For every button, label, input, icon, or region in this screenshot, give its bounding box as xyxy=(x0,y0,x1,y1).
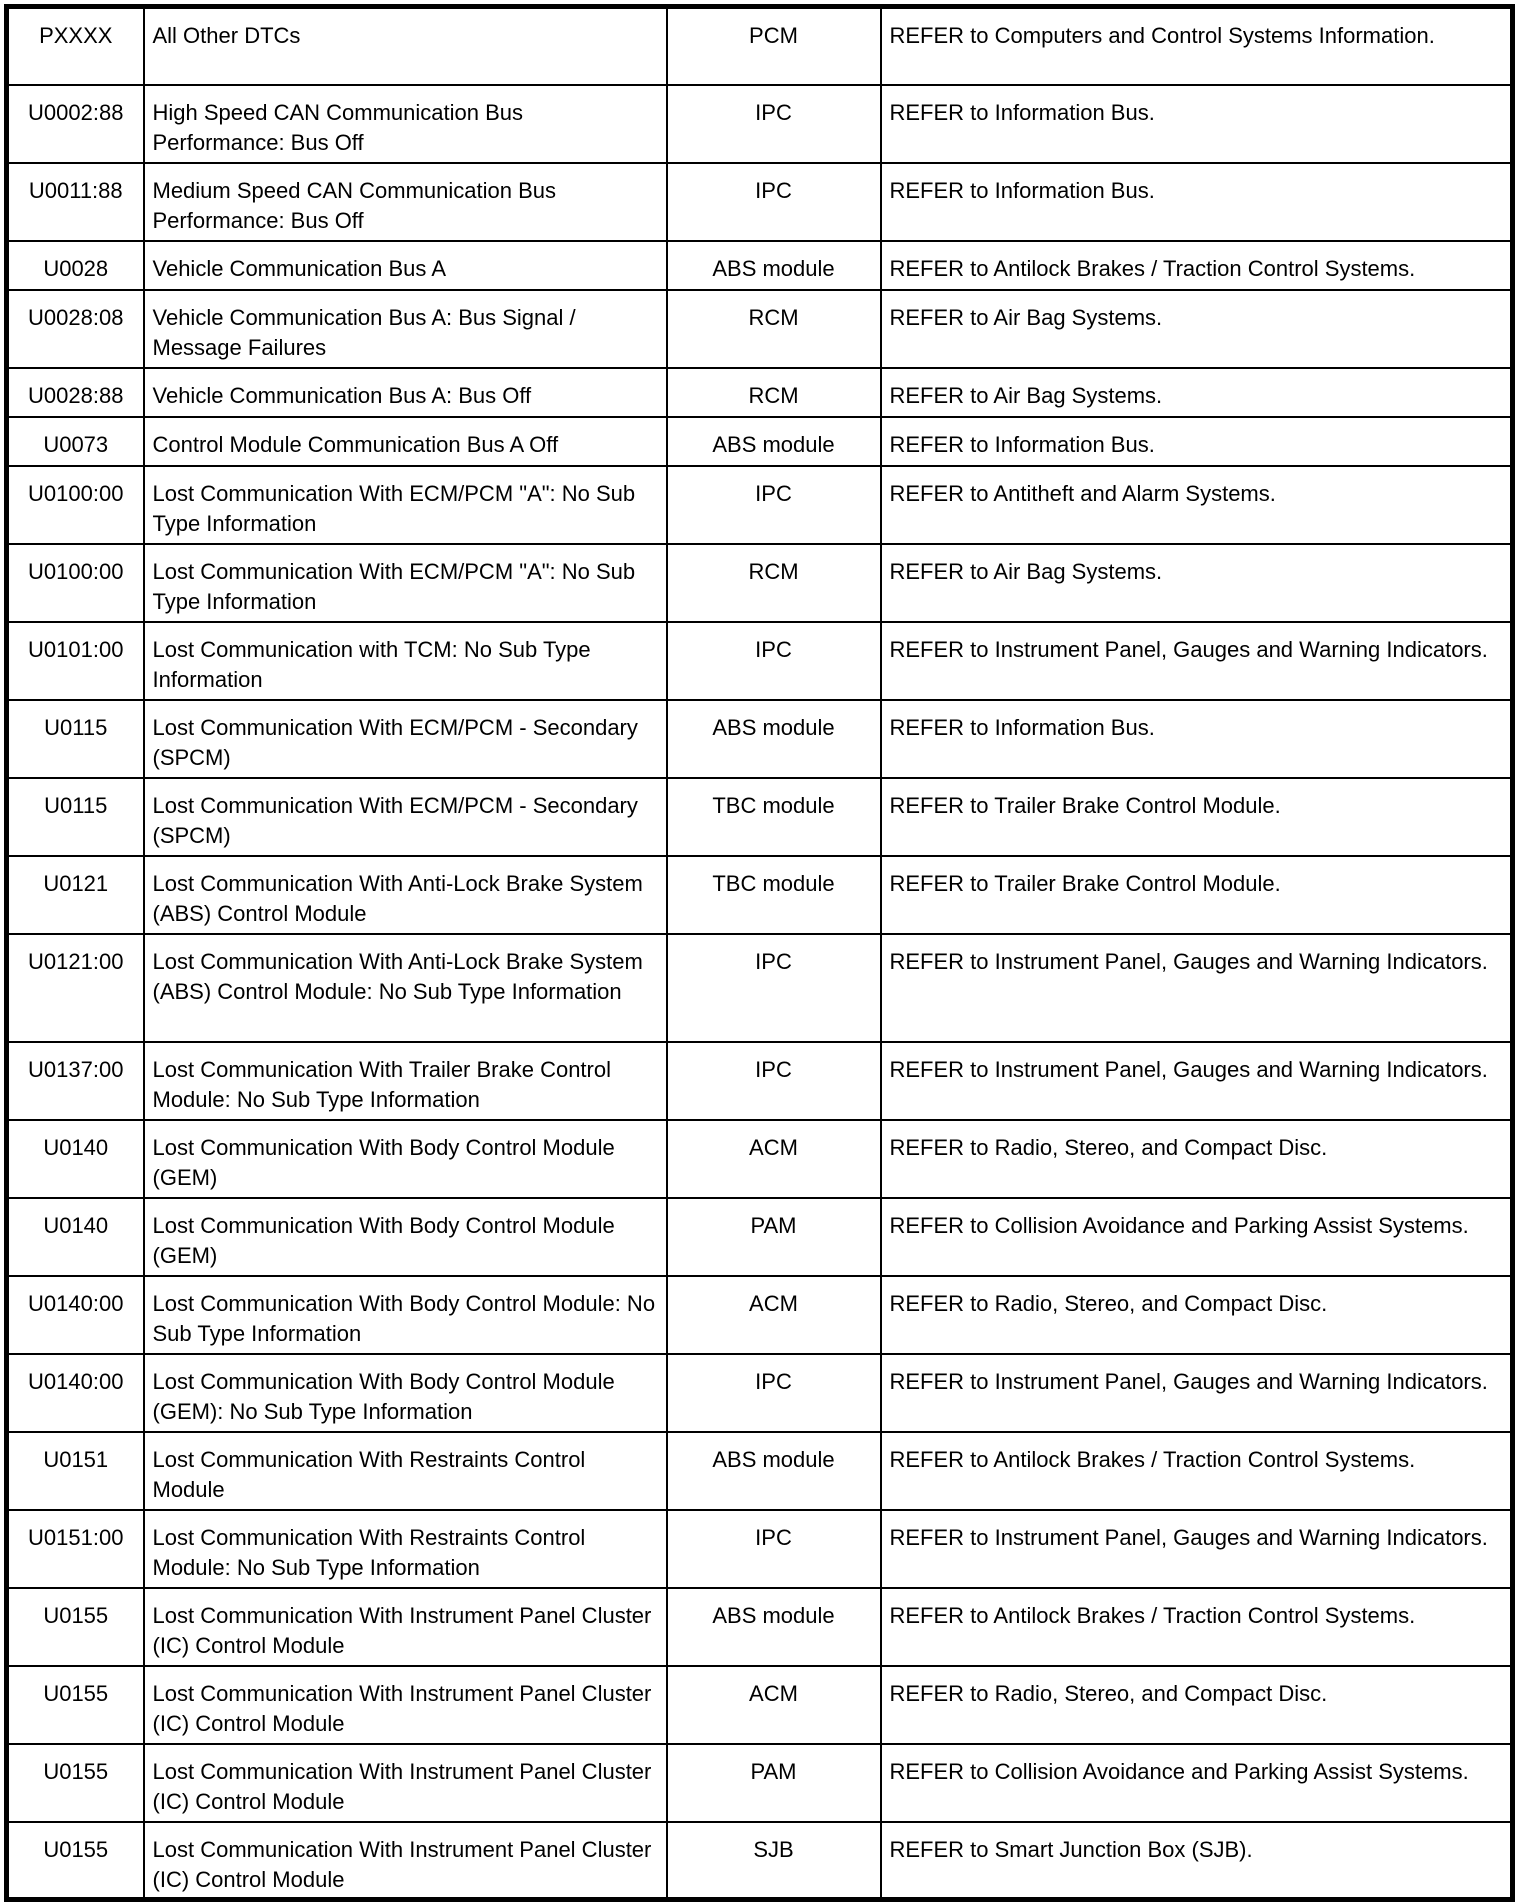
dtc-code-cell: U0121 xyxy=(7,856,144,934)
dtc-code-cell: U0140:00 xyxy=(7,1354,144,1432)
description-cell: Lost Communication With Body Control Module (GEM) xyxy=(144,1120,667,1198)
table-row xyxy=(7,1120,1513,1198)
module-cell: IPC xyxy=(667,85,881,163)
dtc-code-cell: U0028:08 xyxy=(7,290,144,368)
table-row xyxy=(7,1822,1513,1900)
table-row xyxy=(7,1432,1513,1510)
action-cell: REFER to Computers and Control Systems Information. xyxy=(881,7,1513,85)
table-row xyxy=(7,1510,1513,1588)
table-row xyxy=(7,368,1513,417)
table-row xyxy=(7,1588,1513,1666)
dtc-code-cell: U0155 xyxy=(7,1744,144,1822)
table-row xyxy=(7,1276,1513,1354)
action-cell: REFER to Information Bus. xyxy=(881,700,1513,778)
table-row xyxy=(7,241,1513,290)
action-cell: REFER to Radio, Stereo, and Compact Disc. xyxy=(881,1120,1513,1198)
description-cell: Lost Communication With Restraints Control Module: No Sub Type Information xyxy=(144,1510,667,1588)
description-cell: High Speed CAN Communication Bus Performance: Bus Off xyxy=(144,85,667,163)
dtc-code-cell: U0121:00 xyxy=(7,934,144,1042)
table-row xyxy=(7,778,1513,856)
action-cell: REFER to Antitheft and Alarm Systems. xyxy=(881,466,1513,544)
description-cell: Lost Communication With Instrument Panel Cluster (IC) Control Module xyxy=(144,1822,667,1900)
table-row xyxy=(7,290,1513,368)
dtc-code-cell: U0151:00 xyxy=(7,1510,144,1588)
dtc-code-cell: U0011:88 xyxy=(7,163,144,241)
description-cell: Lost Communication With Body Control Module: No Sub Type Information xyxy=(144,1276,667,1354)
module-cell: IPC xyxy=(667,622,881,700)
dtc-code-cell: U0151 xyxy=(7,1432,144,1510)
module-cell: ABS module xyxy=(667,417,881,466)
module-cell: IPC xyxy=(667,466,881,544)
description-cell: Lost Communication With Instrument Panel Cluster (IC) Control Module xyxy=(144,1744,667,1822)
table-row xyxy=(7,1744,1513,1822)
dtc-code-cell: U0100:00 xyxy=(7,466,144,544)
description-cell: Lost Communication With Anti-Lock Brake System (ABS) Control Module xyxy=(144,856,667,934)
dtc-code-cell: U0002:88 xyxy=(7,85,144,163)
module-cell: ACM xyxy=(667,1276,881,1354)
dtc-code-cell: U0100:00 xyxy=(7,544,144,622)
description-cell: Vehicle Communication Bus A: Bus Off xyxy=(144,368,667,417)
description-cell: Lost Communication With Restraints Control Module xyxy=(144,1432,667,1510)
action-cell: REFER to Collision Avoidance and Parking Assist Systems. xyxy=(881,1198,1513,1276)
module-cell: SJB xyxy=(667,1822,881,1900)
description-cell: Lost Communication With Body Control Module (GEM) xyxy=(144,1198,667,1276)
table-row xyxy=(7,934,1513,1042)
action-cell: REFER to Information Bus. xyxy=(881,85,1513,163)
dtc-code-cell: U0115 xyxy=(7,700,144,778)
module-cell: IPC xyxy=(667,1042,881,1120)
dtc-code-cell: U0155 xyxy=(7,1666,144,1744)
module-cell: IPC xyxy=(667,934,881,1042)
dtc-code-cell: U0028:88 xyxy=(7,368,144,417)
table-row xyxy=(7,700,1513,778)
action-cell: REFER to Air Bag Systems. xyxy=(881,544,1513,622)
action-cell: REFER to Instrument Panel, Gauges and Warning Indicators. xyxy=(881,1042,1513,1120)
action-cell: REFER to Instrument Panel, Gauges and Warning Indicators. xyxy=(881,1354,1513,1432)
module-cell: ABS module xyxy=(667,241,881,290)
description-cell: Vehicle Communication Bus A xyxy=(144,241,667,290)
table-row xyxy=(7,163,1513,241)
module-cell: TBC module xyxy=(667,778,881,856)
description-cell: All Other DTCs xyxy=(144,7,667,85)
module-cell: IPC xyxy=(667,1354,881,1432)
module-cell: ABS module xyxy=(667,700,881,778)
action-cell: REFER to Trailer Brake Control Module. xyxy=(881,778,1513,856)
action-cell: REFER to Antilock Brakes / Traction Control Systems. xyxy=(881,1588,1513,1666)
dtc-code-cell: U0140:00 xyxy=(7,1276,144,1354)
description-cell: Medium Speed CAN Communication Bus Performance: Bus Off xyxy=(144,163,667,241)
module-cell: ACM xyxy=(667,1666,881,1744)
table-row xyxy=(7,622,1513,700)
description-cell: Lost Communication With Anti-Lock Brake System (ABS) Control Module: No Sub Type Information xyxy=(144,934,667,1042)
table-row xyxy=(7,1354,1513,1432)
dtc-code-cell: U0155 xyxy=(7,1588,144,1666)
dtc-code-cell: U0115 xyxy=(7,778,144,856)
module-cell: PAM xyxy=(667,1198,881,1276)
action-cell: REFER to Instrument Panel, Gauges and Warning Indicators. xyxy=(881,1510,1513,1588)
table-row xyxy=(7,1666,1513,1744)
table-row xyxy=(7,1042,1513,1120)
dtc-table xyxy=(4,4,1515,1902)
action-cell: REFER to Trailer Brake Control Module. xyxy=(881,856,1513,934)
action-cell: REFER to Smart Junction Box (SJB). xyxy=(881,1822,1513,1900)
dtc-code-cell: U0140 xyxy=(7,1120,144,1198)
module-cell: PAM xyxy=(667,1744,881,1822)
module-cell: IPC xyxy=(667,163,881,241)
table-row xyxy=(7,85,1513,163)
description-cell: Vehicle Communication Bus A: Bus Signal / Message Failures xyxy=(144,290,667,368)
table-row xyxy=(7,7,1513,85)
module-cell: TBC module xyxy=(667,856,881,934)
module-cell: PCM xyxy=(667,7,881,85)
action-cell: REFER to Air Bag Systems. xyxy=(881,290,1513,368)
action-cell: REFER to Instrument Panel, Gauges and Warning Indicators. xyxy=(881,934,1513,1042)
dtc-code-cell: U0140 xyxy=(7,1198,144,1276)
module-cell: ABS module xyxy=(667,1588,881,1666)
description-cell: Lost Communication With Instrument Panel Cluster (IC) Control Module xyxy=(144,1666,667,1744)
action-cell: REFER to Radio, Stereo, and Compact Disc. xyxy=(881,1276,1513,1354)
dtc-code-cell: U0101:00 xyxy=(7,622,144,700)
action-cell: REFER to Antilock Brakes / Traction Control Systems. xyxy=(881,241,1513,290)
dtc-code-cell: U0028 xyxy=(7,241,144,290)
action-cell: REFER to Antilock Brakes / Traction Control Systems. xyxy=(881,1432,1513,1510)
action-cell: REFER to Air Bag Systems. xyxy=(881,368,1513,417)
action-cell: REFER to Radio, Stereo, and Compact Disc. xyxy=(881,1666,1513,1744)
description-cell: Lost Communication With Instrument Panel Cluster (IC) Control Module xyxy=(144,1588,667,1666)
table-row xyxy=(7,856,1513,934)
description-cell: Lost Communication with TCM: No Sub Type Information xyxy=(144,622,667,700)
action-cell: REFER to Information Bus. xyxy=(881,417,1513,466)
dtc-code-cell: U0137:00 xyxy=(7,1042,144,1120)
module-cell: ACM xyxy=(667,1120,881,1198)
action-cell: REFER to Information Bus. xyxy=(881,163,1513,241)
description-cell: Lost Communication With Trailer Brake Control Module: No Sub Type Information xyxy=(144,1042,667,1120)
dtc-code-cell: U0073 xyxy=(7,417,144,466)
description-cell: Lost Communication With ECM/PCM "A": No Sub Type Information xyxy=(144,544,667,622)
action-cell: REFER to Instrument Panel, Gauges and Warning Indicators. xyxy=(881,622,1513,700)
table-row xyxy=(7,417,1513,466)
description-cell: Lost Communication With Body Control Module (GEM): No Sub Type Information xyxy=(144,1354,667,1432)
action-cell: REFER to Collision Avoidance and Parking Assist Systems. xyxy=(881,1744,1513,1822)
dtc-table-body xyxy=(7,7,1513,1900)
description-cell: Control Module Communication Bus A Off xyxy=(144,417,667,466)
table-row xyxy=(7,1198,1513,1276)
module-cell: RCM xyxy=(667,290,881,368)
description-cell: Lost Communication With ECM/PCM - Secondary (SPCM) xyxy=(144,700,667,778)
description-cell: Lost Communication With ECM/PCM - Secondary (SPCM) xyxy=(144,778,667,856)
table-row xyxy=(7,544,1513,622)
module-cell: ABS module xyxy=(667,1432,881,1510)
module-cell: IPC xyxy=(667,1510,881,1588)
dtc-code-cell: U0155 xyxy=(7,1822,144,1900)
description-cell: Lost Communication With ECM/PCM "A": No Sub Type Information xyxy=(144,466,667,544)
module-cell: RCM xyxy=(667,368,881,417)
dtc-code-cell: PXXXX xyxy=(7,7,144,85)
table-row xyxy=(7,466,1513,544)
module-cell: RCM xyxy=(667,544,881,622)
